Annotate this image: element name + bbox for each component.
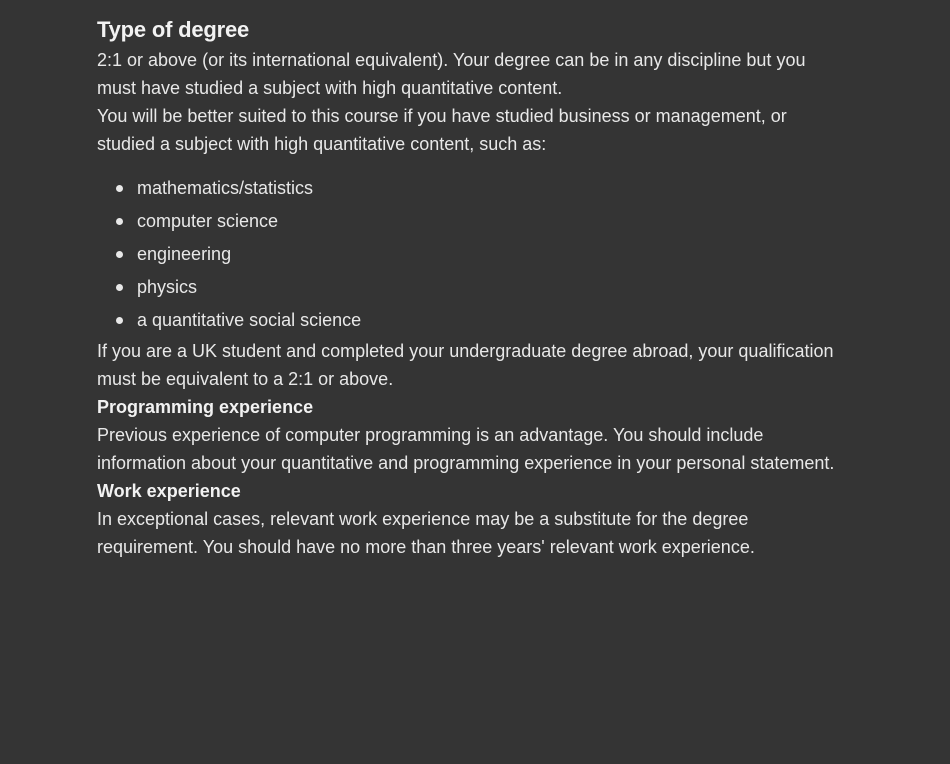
subjects-list [97,172,842,337]
subject-label: physics [137,277,198,297]
uk-student-paragraph: If you are a UK student and completed your undergraduate degree abroad, your qualification must be equivalent to a 2:1 or above. [97,341,834,389]
bullet-icon [116,251,123,258]
entry-requirements-content [97,14,842,561]
list-item [97,172,842,205]
programming-experience-heading: Programming experience [97,397,314,417]
list-item [97,304,842,337]
work-experience-heading: Work experience [97,481,241,501]
subject-label: engineering [137,244,232,264]
suited-subjects-paragraph: You will be better suited to this course if you have studied business or management, or studied a subject with high quantitative content, such as: [97,106,787,154]
bullet-icon [116,284,123,291]
type-of-degree-heading: Type of degree [97,17,250,42]
subject-label: a quantitative social science [137,310,362,330]
work-experience-paragraph: In exceptional cases, relevant work experience may be a substitute for the degree requirement. You should have no more than three years' relevant work experience. [97,509,755,557]
list-item [97,238,842,271]
bullet-icon [116,185,123,192]
list-item [97,271,842,304]
list-item [97,205,842,238]
bullet-icon [116,218,123,225]
programming-experience-paragraph: Previous experience of computer programming is an advantage. You should include information about your quantitative and programming experience in your personal statement. [97,425,835,473]
subject-label: mathematics/statistics [137,178,314,198]
subject-label: computer science [137,211,279,231]
bullet-icon [116,317,123,324]
degree-requirement-paragraph: 2:1 or above (or its international equivalent). Your degree can be in any discipline but you must have studied a subject with high quantitative content. [97,50,806,98]
